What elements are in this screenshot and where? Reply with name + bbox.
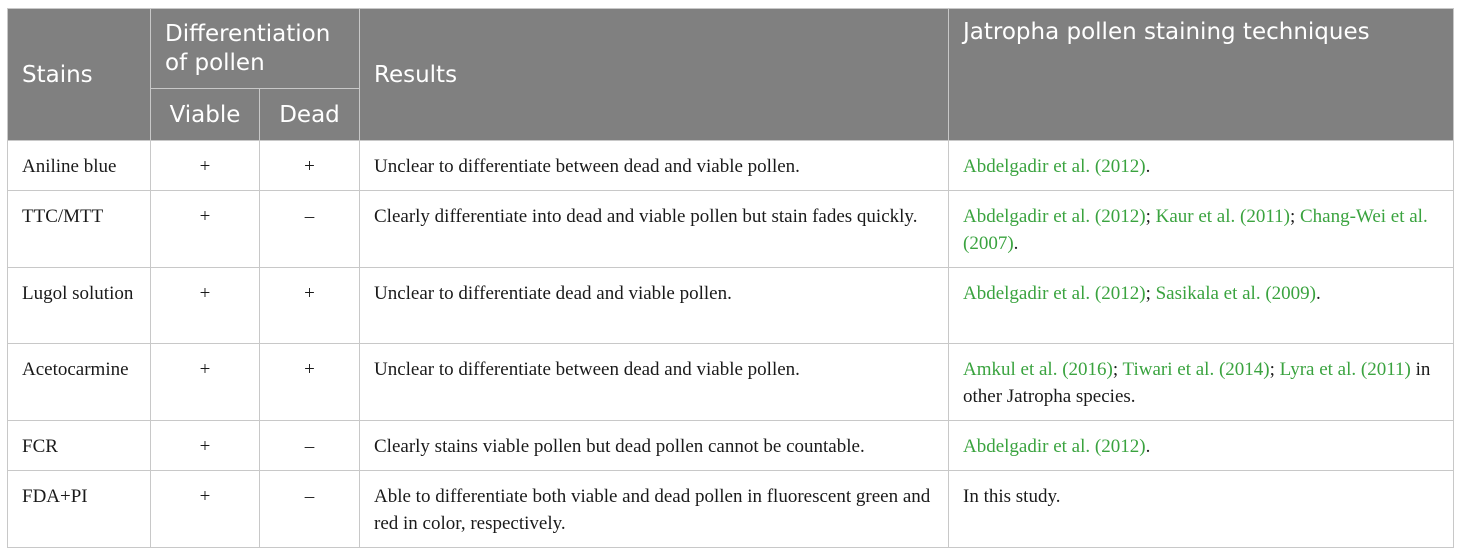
result-cell: Unclear to differentiate dead and viable pollen. xyxy=(360,268,949,344)
reference-link[interactable]: Abdelgadir et al. (2012) xyxy=(963,436,1146,457)
reference-text: ; xyxy=(1145,283,1156,304)
dead-cell: – xyxy=(260,421,360,471)
result-cell: Unclear to differentiate between dead and viable pollen. xyxy=(360,344,949,421)
dead-cell: – xyxy=(260,191,360,268)
reference-link[interactable]: Kaur et al. (2011) xyxy=(1155,206,1290,227)
reference-text: ; xyxy=(1269,359,1280,380)
viable-cell: + xyxy=(151,268,260,344)
references-cell xyxy=(949,344,1454,421)
result-cell: Clearly stains viable pollen but dead pollen cannot be countable. xyxy=(360,421,949,471)
viable-cell: + xyxy=(151,344,260,421)
stain-cell: FDA+PI xyxy=(8,471,151,548)
table-row xyxy=(8,141,1454,191)
stain-cell: FCR xyxy=(8,421,151,471)
reference-link[interactable]: Sasikala et al. (2009) xyxy=(1155,283,1316,304)
stain-cell: Aniline blue xyxy=(8,141,151,191)
dead-cell: + xyxy=(260,141,360,191)
references-cell xyxy=(949,191,1454,268)
result-cell: Clearly differentiate into dead and viable pollen but stain fades quickly. xyxy=(360,191,949,268)
references-cell xyxy=(949,268,1454,344)
stain-cell: Acetocarmine xyxy=(8,344,151,421)
table-row xyxy=(8,421,1454,471)
reference-text: . xyxy=(1145,156,1151,177)
table-row xyxy=(8,344,1454,421)
header-differentiation: Differentiation of pollen xyxy=(151,9,360,89)
reference-link[interactable]: Chang-Wei et al. (2007) xyxy=(963,206,1428,254)
header-viable: Viable xyxy=(151,89,260,141)
header-dead: Dead xyxy=(260,89,360,141)
reference-text: ; xyxy=(1289,206,1300,227)
table-row xyxy=(8,191,1454,268)
dead-cell: – xyxy=(260,471,360,548)
reference-text: in other Jatropha species. xyxy=(963,359,1431,407)
header-techniques: Jatropha pollen staining techniques xyxy=(949,9,1454,141)
reference-link[interactable]: Lyra et al. (2011) xyxy=(1279,359,1411,380)
viable-cell: + xyxy=(151,191,260,268)
result-cell: Able to differentiate both viable and dead pollen in fluorescent green and red in color, respectively. xyxy=(360,471,949,548)
reference-text: . xyxy=(1013,233,1019,254)
table-row xyxy=(8,471,1454,548)
reference-link[interactable]: Abdelgadir et al. (2012) xyxy=(963,156,1146,177)
references-cell xyxy=(949,421,1454,471)
reference-text: ; xyxy=(1112,359,1123,380)
staining-table xyxy=(7,8,1454,548)
reference-text: . xyxy=(1145,436,1151,457)
references-cell xyxy=(949,141,1454,191)
viable-cell: + xyxy=(151,471,260,548)
table-row xyxy=(8,268,1454,344)
reference-text: ; xyxy=(1145,206,1156,227)
dead-cell: + xyxy=(260,344,360,421)
reference-link[interactable]: Amkul et al. (2016) xyxy=(963,359,1113,380)
viable-cell: + xyxy=(151,141,260,191)
reference-link[interactable]: Abdelgadir et al. (2012) xyxy=(963,283,1146,304)
dead-cell: + xyxy=(260,268,360,344)
viable-cell: + xyxy=(151,421,260,471)
result-cell: Unclear to differentiate between dead and viable pollen. xyxy=(360,141,949,191)
reference-text: In this study. xyxy=(963,486,1061,507)
reference-link[interactable]: Tiwari et al. (2014) xyxy=(1122,359,1270,380)
reference-text: . xyxy=(1316,283,1321,304)
stain-cell: TTC/MTT xyxy=(8,191,151,268)
header-results: Results xyxy=(360,9,949,141)
references-cell xyxy=(949,471,1454,548)
reference-link[interactable]: Abdelgadir et al. (2012) xyxy=(963,206,1146,227)
stain-cell: Lugol solution xyxy=(8,268,151,344)
header-stains: Stains xyxy=(8,9,151,141)
table-body xyxy=(8,141,1454,548)
